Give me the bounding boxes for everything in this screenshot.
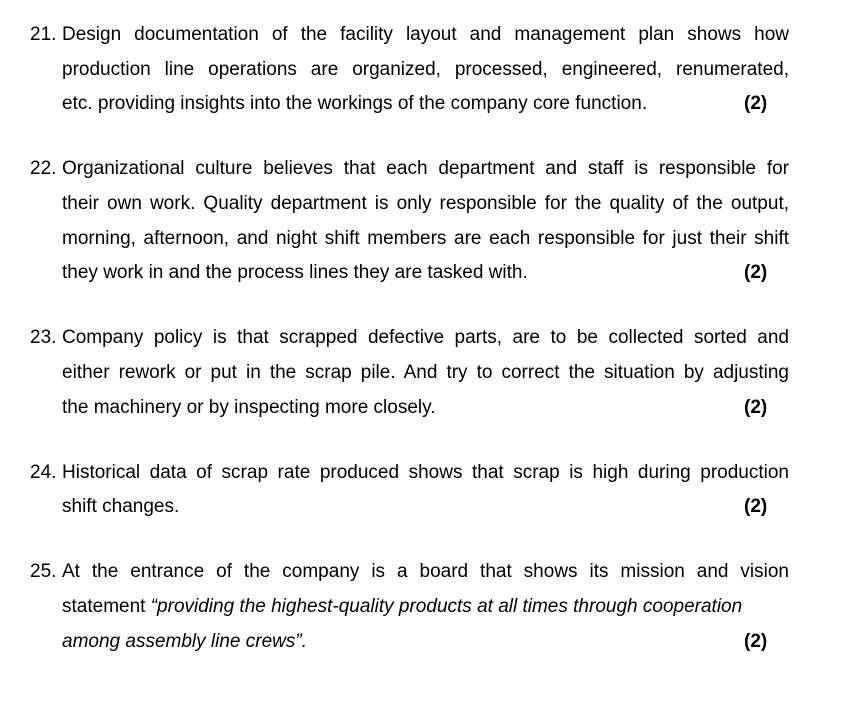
question-text-line: morning, afternoon, and night shift members are each responsible for just their shift	[62, 228, 789, 249]
question-number: 21.	[30, 24, 57, 45]
question-text-line: the machinery or by inspecting more closely.	[62, 397, 436, 418]
quoted-mission-statement: “providing the highest-quality products at all times through cooperation	[150, 596, 743, 617]
question-text-line: Organizational culture believes that each department and staff is responsible for	[62, 158, 789, 179]
question-number: 22.	[30, 158, 57, 179]
question-text-line: Company policy is that scrapped defective parts, are to be collected sorted and	[62, 327, 789, 348]
question-text-line: production line operations are organized, processed, engineered, renumerated,	[62, 59, 789, 80]
marks-label: (2)	[744, 93, 768, 114]
question-text-line: At the entrance of the company is a board that shows its mission and vision	[62, 561, 789, 582]
question-text-line	[62, 595, 789, 619]
question-number: 23.	[30, 327, 57, 348]
question-text-line: they work in and the process lines they are tasked with.	[62, 262, 528, 283]
question-number: 25.	[30, 561, 57, 582]
question-text-line: Historical data of scrap rate produced shows that scrap is high during production	[62, 462, 789, 483]
question-text-line: Design documentation of the facility layout and management plan shows how	[62, 24, 789, 45]
question-text-line: etc. providing insights into the workings of the company core function.	[62, 93, 648, 114]
marks-label: (2)	[744, 397, 768, 418]
question-text-segment: statement	[62, 596, 151, 617]
marks-label: (2)	[744, 496, 768, 517]
quoted-mission-statement-end: among assembly line crews”.	[62, 631, 307, 652]
question-text-line: shift changes.	[62, 496, 180, 517]
marks-label: (2)	[744, 631, 768, 652]
marks-label: (2)	[744, 262, 768, 283]
question-text-line: their own work. Quality department is only responsible for the quality of the output,	[62, 193, 789, 214]
question-number: 24.	[30, 462, 57, 483]
question-text-line: either rework or put in the scrap pile. And try to correct the situation by adjusting	[62, 362, 789, 383]
